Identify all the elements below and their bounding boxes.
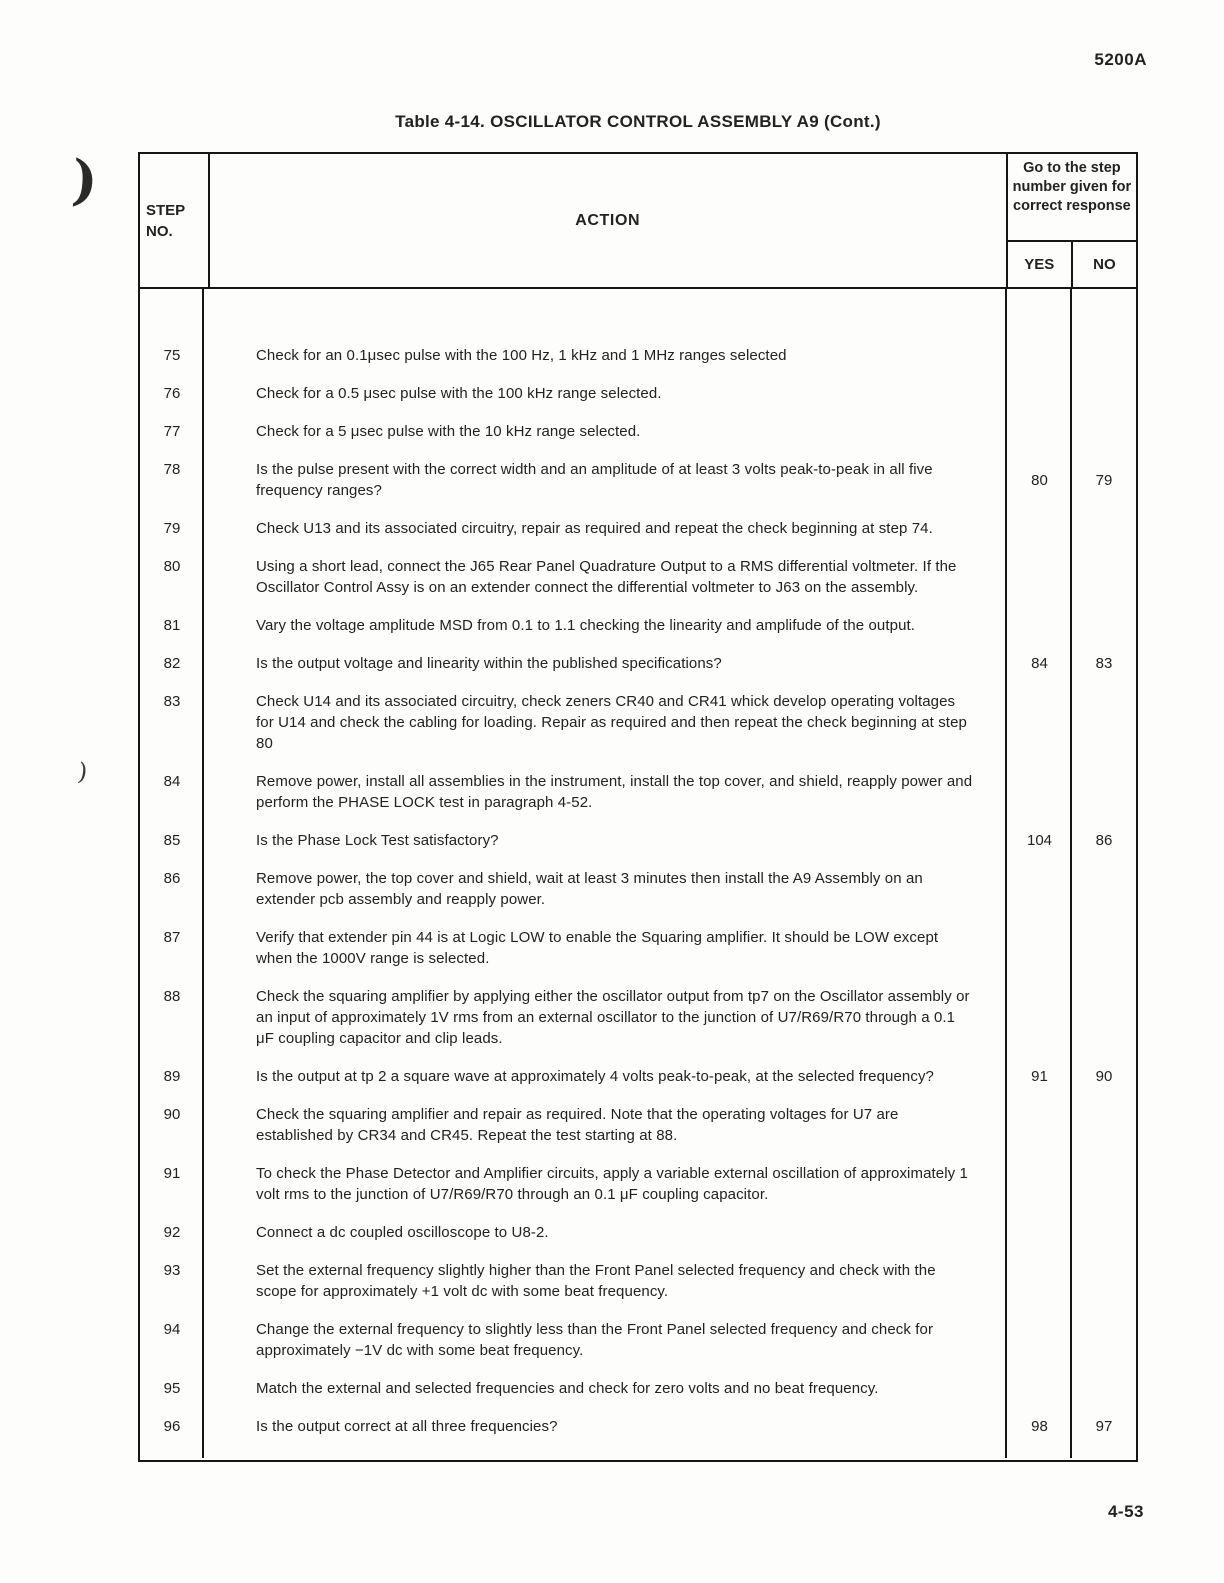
doc-number: 5200A <box>1094 50 1147 69</box>
table-row <box>140 1319 1136 1361</box>
no-cell: 97 <box>1095 1418 1113 1435</box>
action-cell: Is the output correct at all three frequencies? <box>256 1418 558 1435</box>
action-cell: Vary the voltage amplitude MSD from 0.1 to 1.1 checking the linearity and amplifude of the output. <box>256 617 916 634</box>
no-cell: 90 <box>1095 1068 1113 1085</box>
yes-cell <box>1007 383 1072 404</box>
table-row <box>140 653 1136 674</box>
no-cell <box>1072 345 1136 366</box>
step-cell: 91 <box>163 1165 181 1182</box>
yes-cell: 104 <box>1026 832 1053 849</box>
step-cell: 92 <box>163 1224 181 1241</box>
table-row <box>140 771 1136 813</box>
action-cell: Is the output voltage and linearity within the published specifications? <box>256 655 722 672</box>
action-cell: Remove power, the top cover and shield, wait at least 3 minutes then install the A9 Assembly on an extender pcb assembly and reapply power. <box>256 870 923 908</box>
step-cell: 85 <box>163 832 181 849</box>
table-row <box>140 1163 1136 1205</box>
no-cell <box>1072 615 1136 636</box>
yes-cell <box>1007 1163 1072 1205</box>
step-cell: 89 <box>163 1068 181 1085</box>
yes-cell: 91 <box>1031 1068 1048 1085</box>
action-cell: Check U13 and its associated circuitry, repair as required and repeat the check beginning at step 74. <box>256 520 933 537</box>
yes-cell <box>1007 345 1072 366</box>
table-body <box>140 289 1136 1458</box>
step-cell: 75 <box>163 347 181 364</box>
table-row <box>140 421 1136 442</box>
action-cell: Verify that extender pin 44 is at Logic LOW to enable the Squaring amplifier. It should be LOW except when the 1000V range is selected. <box>256 929 939 967</box>
step-cell: 82 <box>163 655 181 672</box>
step-cell: 94 <box>163 1321 181 1338</box>
step-cell: 79 <box>163 520 181 537</box>
action-cell: Check for an 0.1μsec pulse with the 100 Hz, 1 kHz and 1 MHz ranges selected <box>256 347 787 364</box>
table-row <box>140 459 1136 501</box>
step-cell: 88 <box>163 988 181 1005</box>
no-cell <box>1072 1163 1136 1205</box>
goto-header-label: Go to the step number given for correct response <box>1008 154 1136 242</box>
table-row <box>140 518 1136 539</box>
step-cell: 87 <box>163 929 181 946</box>
table-row <box>140 1260 1136 1302</box>
yes-cell: 80 <box>1031 471 1048 489</box>
no-cell <box>1072 1260 1136 1302</box>
action-cell: Remove power, install all assemblies in the instrument, install the top cover, and shield, reapply power and perform the PHASE LOCK test in paragraph 4-52. <box>256 773 973 811</box>
no-cell <box>1072 383 1136 404</box>
no-cell <box>1072 986 1136 1049</box>
action-cell: Using a short lead, connect the J65 Rear Panel Quadrature Output to a RMS differential voltmeter. If the Oscillator Control Assy is on an extender connect the differential voltmeter to J63 on the assembly. <box>256 558 957 596</box>
no-cell <box>1072 1104 1136 1146</box>
yes-cell <box>1007 518 1072 539</box>
column-divider <box>1070 289 1072 1458</box>
table-row <box>140 830 1136 851</box>
no-cell <box>1072 421 1136 442</box>
table-row <box>140 1066 1136 1087</box>
step-column-header <box>140 154 210 287</box>
yes-column-header: YES <box>1008 242 1073 287</box>
no-cell <box>1072 1222 1136 1243</box>
step-cell: 77 <box>163 423 181 440</box>
yes-cell <box>1007 421 1072 442</box>
table-row <box>140 1104 1136 1146</box>
step-cell: 78 <box>163 461 181 478</box>
action-cell: Is the output at tp 2 a square wave at approximately 4 volts peak-to-peak, at the selected frequency? <box>256 1068 934 1085</box>
action-cell: Is the Phase Lock Test satisfactory? <box>256 832 499 849</box>
step-cell: 96 <box>163 1418 181 1435</box>
yes-cell <box>1007 1319 1072 1361</box>
step-cell: 90 <box>163 1106 181 1123</box>
step-cell: 86 <box>163 870 181 887</box>
yes-no-subheader <box>1008 242 1136 287</box>
yes-cell <box>1007 556 1072 598</box>
yes-cell <box>1007 1104 1072 1146</box>
yes-cell <box>1007 986 1072 1049</box>
column-divider <box>202 289 204 1458</box>
table-row <box>140 383 1136 404</box>
action-cell: Is the pulse present with the correct width and an amplitude of at least 3 volts peak-to-peak in all five frequency ranges? <box>256 461 933 499</box>
table-header-row <box>140 154 1136 289</box>
action-cell: Set the external frequency slightly higher than the Front Panel selected frequency and check with the scope for approximately +1 volt dc with some beat frequency. <box>256 1262 936 1300</box>
no-cell <box>1072 1319 1136 1361</box>
table-row <box>140 927 1136 969</box>
step-cell: 76 <box>163 385 181 402</box>
step-header-line1: STEP <box>146 201 186 219</box>
step-cell: 84 <box>163 773 181 790</box>
yes-cell: 84 <box>1031 655 1048 672</box>
no-column-header: NO <box>1093 256 1116 273</box>
action-cell: Check the squaring amplifier and repair as required. Note that the operating voltages for U7 are established by CR34 and CR45. Repeat the test starting at 88. <box>256 1106 899 1144</box>
step-cell: 83 <box>163 693 181 710</box>
table-row <box>140 1416 1136 1437</box>
step-cell: 93 <box>163 1262 181 1279</box>
no-cell: 79 <box>1095 471 1113 489</box>
step-cell: 95 <box>163 1380 181 1397</box>
yes-cell <box>1007 1378 1072 1399</box>
no-cell: 83 <box>1095 655 1113 672</box>
table-row <box>140 986 1136 1049</box>
page-number: 4-53 <box>1107 1502 1144 1521</box>
action-cell: Check the squaring amplifier by applying either the oscillator output from tp7 on the Oscillator assembly or an input of approximately 1V rms from an external oscillator to the junction of U7/R69/R70 through a 0.1 μF coupling capacitor and clip leads. <box>256 988 970 1047</box>
action-cell: Check for a 0.5 μsec pulse with the 100 kHz range selected. <box>256 385 662 402</box>
step-header-line2: NO. <box>146 222 173 240</box>
action-cell: Check for a 5 μsec pulse with the 10 kHz range selected. <box>256 423 641 440</box>
action-cell: Change the external frequency to slightly less than the Front Panel selected frequency and check for approximately −1V dc with some beat frequency. <box>256 1321 934 1359</box>
no-cell <box>1072 556 1136 598</box>
yes-cell <box>1007 1260 1072 1302</box>
table-row <box>140 345 1136 366</box>
table-row <box>140 868 1136 910</box>
action-cell: Connect a dc coupled oscilloscope to U8-2. <box>256 1224 549 1241</box>
no-cell: 86 <box>1095 832 1113 849</box>
yes-cell <box>1007 868 1072 910</box>
action-cell: Check U14 and its associated circuitry, check zeners CR40 and CR41 whick develop operating voltages for U14 and check the cabling for loading. Repair as required and then repeat the check beginning at step 80 <box>256 693 967 752</box>
yes-cell <box>1007 771 1072 813</box>
table-row <box>140 1378 1136 1399</box>
goto-column-header <box>1008 154 1136 287</box>
table-row <box>140 691 1136 754</box>
yes-cell <box>1007 615 1072 636</box>
no-cell <box>1072 868 1136 910</box>
column-divider <box>1005 289 1007 1458</box>
no-cell <box>1072 691 1136 754</box>
action-cell: To check the Phase Detector and Amplifier circuits, apply a variable external oscillation of approximately 1 volt rms to the junction of U7/R69/R70 through an 0.1 μF coupling capacitor. <box>256 1165 968 1203</box>
table-row <box>140 615 1136 636</box>
troubleshooting-table <box>138 152 1138 1462</box>
no-cell <box>1072 1378 1136 1399</box>
yes-cell: 98 <box>1031 1418 1048 1435</box>
action-cell: Match the external and selected frequencies and check for zero volts and no beat frequency. <box>256 1380 879 1397</box>
no-cell <box>1072 771 1136 813</box>
step-cell: 81 <box>163 617 181 634</box>
yes-cell <box>1007 927 1072 969</box>
scan-mark: ) <box>69 147 100 213</box>
table-row <box>140 556 1136 598</box>
table-title: Table 4-14. OSCILLATOR CONTROL ASSEMBLY A9 (Cont.) <box>395 112 881 131</box>
yes-cell <box>1007 1222 1072 1243</box>
action-column-header: ACTION <box>210 154 1008 287</box>
no-cell <box>1072 518 1136 539</box>
yes-cell <box>1007 691 1072 754</box>
table-row <box>140 1222 1136 1243</box>
no-cell <box>1072 927 1136 969</box>
scan-mark: ) <box>76 757 90 787</box>
step-cell: 80 <box>163 558 181 575</box>
